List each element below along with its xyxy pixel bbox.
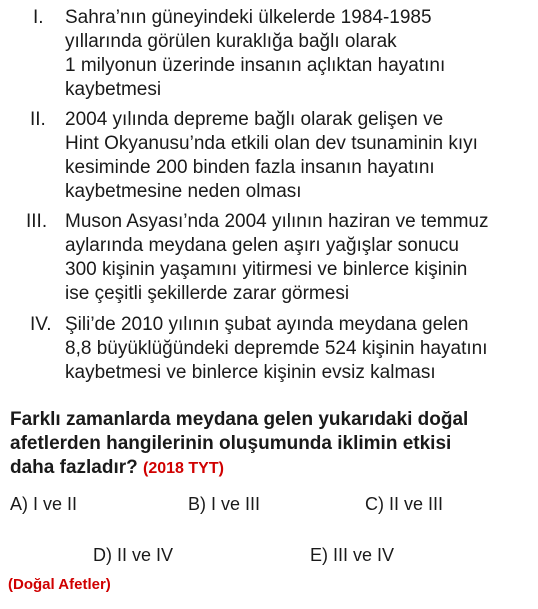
- question-line: Farklı zamanlarda meydana gelen yukarıdaki doğal: [10, 409, 469, 430]
- statement-numeral: I.: [33, 7, 44, 28]
- topic-label: (Doğal Afetler): [8, 576, 111, 593]
- statement-text-line: ise çeşitli şekillerde zarar görmesi: [65, 283, 350, 304]
- statement-text-line: 1 milyonun üzerinde insanın açlıktan hayatını: [65, 55, 446, 76]
- question-line-last: [10, 456, 224, 481]
- statement-text-line: Sahra’nın güneyindeki ülkelerde 1984-1985: [65, 7, 432, 28]
- exam-source-label: (2018 TYT): [143, 460, 224, 477]
- statement-text-line: aylarında meydana gelen aşırı yağışlar sonucu: [65, 235, 459, 256]
- statement-text-line: kaybetmesine neden olması: [65, 181, 302, 202]
- statement-text-line: Muson Asyası’nda 2004 yılının haziran ve temmuz: [65, 211, 489, 232]
- question-text: daha fazladır?: [10, 457, 138, 478]
- statement-numeral: III.: [26, 211, 48, 232]
- option-a[interactable]: A) I ve II: [10, 494, 78, 514]
- option-c[interactable]: C) II ve III: [365, 494, 444, 514]
- statement-text-line: 8,8 büyüklüğündeki depremde 524 kişinin hayatını: [65, 338, 488, 359]
- statement-numeral: IV.: [30, 314, 52, 335]
- option-e[interactable]: E) III ve IV: [310, 545, 395, 565]
- statement-text-line: kesiminde 200 binden fazla insanın hayatını: [65, 157, 435, 178]
- statement-text-line: 2004 yılında depreme bağlı olarak gelişen ve: [65, 109, 444, 130]
- option-b[interactable]: B) I ve III: [188, 494, 261, 514]
- option-d[interactable]: D) II ve IV: [93, 545, 174, 565]
- statement-numeral: II.: [30, 109, 46, 130]
- statement-text-line: Hint Okyanusu’nda etkili olan dev tsunaminin kıyı: [65, 133, 478, 154]
- statement-text-line: kaybetmesi: [65, 79, 162, 100]
- statement-text-line: kaybetmesi ve binlerce kişinin evsiz kalması: [65, 362, 436, 383]
- question-line: afetlerden hangilerinin oluşumunda iklimin etkisi: [10, 433, 452, 454]
- statement-text-line: yıllarında görülen kuraklığa bağlı olarak: [65, 31, 397, 52]
- statement-text-line: 300 kişinin yaşamını yitirmesi ve binlerce kişinin: [65, 259, 468, 280]
- statement-text-line: Şili’de 2010 yılının şubat ayında meydana gelen: [65, 314, 469, 335]
